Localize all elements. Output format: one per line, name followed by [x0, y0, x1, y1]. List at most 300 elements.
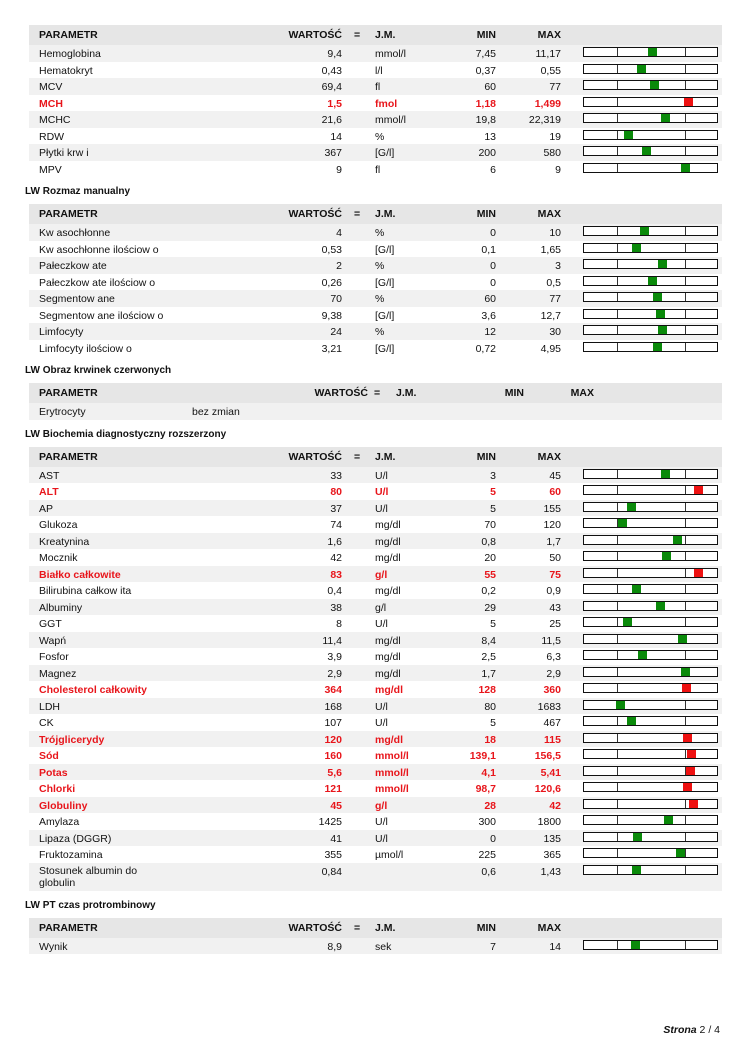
param-name: Wapń: [39, 634, 67, 647]
param-max: 14: [549, 940, 561, 953]
range-min-tick: [617, 486, 618, 494]
param-name: Hemoglobina: [39, 48, 101, 60]
range-bar: [583, 815, 718, 825]
range-marker: [642, 147, 651, 155]
range-bar: [583, 130, 718, 140]
param-name: Kw asochłonne: [39, 227, 111, 239]
range-min-tick: [617, 227, 618, 235]
param-value: 0,43: [321, 64, 342, 77]
range-min-tick: [617, 866, 618, 874]
param-value: 74: [330, 519, 342, 531]
table-row: [29, 307, 722, 324]
param-unit: mmol/l: [375, 114, 406, 126]
param-value: 2,9: [327, 667, 342, 680]
param-min: 4,1: [481, 766, 496, 779]
header-param: PARAMETR: [39, 29, 98, 41]
range-min-tick: [617, 552, 618, 560]
param-name: Potas: [39, 766, 68, 779]
range-bar: [583, 309, 718, 319]
range-marker: [623, 618, 632, 626]
range-min-tick: [617, 750, 618, 758]
range-min-tick: [617, 503, 618, 511]
param-min: 225: [478, 849, 496, 861]
param-name: Segmentow ane ilościow o: [39, 309, 164, 322]
param-name: LDH: [39, 700, 61, 713]
header-value: WARTOŚĆ: [288, 208, 342, 220]
header-min: MIN: [476, 921, 496, 934]
param-max: 11,5: [541, 634, 561, 647]
range-min-tick: [617, 293, 618, 301]
param-unit: mg/dl: [375, 585, 401, 597]
range-bar: [583, 292, 718, 302]
table-row: [29, 813, 722, 830]
table-row: [29, 62, 722, 79]
param-name: Fruktozamina: [39, 849, 103, 861]
range-marker: [683, 783, 692, 791]
param-max: 0,5: [546, 276, 561, 289]
range-bar: [583, 342, 718, 352]
table-row: [29, 241, 722, 258]
param-min: 12: [484, 326, 496, 338]
range-max-tick: [685, 800, 686, 808]
range-marker: [616, 701, 625, 709]
range-bar: [583, 226, 718, 236]
header-max: MAX: [537, 208, 561, 220]
header-unit: J.M.: [375, 208, 396, 220]
range-marker: [661, 114, 670, 122]
range-marker: [684, 98, 693, 106]
range-bar: [583, 97, 718, 107]
range-bar: [583, 865, 718, 875]
param-unit: %: [375, 260, 385, 272]
param-max: 360: [543, 684, 561, 696]
range-min-tick: [617, 114, 618, 122]
range-max-tick: [685, 618, 686, 626]
param-name: Glukoza: [39, 519, 78, 531]
range-min-tick: [617, 941, 618, 949]
param-name: Wynik: [39, 940, 68, 953]
range-max-tick: [685, 552, 686, 560]
param-max: 42: [549, 799, 561, 812]
param-unit: fl: [375, 81, 381, 93]
range-marker: [632, 866, 641, 874]
param-name: Chlorki: [39, 783, 76, 795]
range-min-tick: [617, 684, 618, 692]
header-max: MAX: [537, 29, 561, 41]
range-bar: [583, 469, 718, 479]
range-marker: [631, 941, 640, 949]
range-bar: [583, 749, 718, 759]
param-max: 60: [549, 486, 561, 498]
table-row: [29, 500, 722, 517]
param-name: Magnez: [39, 667, 77, 680]
param-min: 7: [490, 940, 496, 953]
param-value: 0,26: [321, 276, 342, 289]
header-max: MAX: [537, 921, 561, 934]
param-name: Kreatynina: [39, 535, 90, 548]
range-marker: [681, 164, 690, 172]
range-bar: [583, 325, 718, 335]
range-min-tick: [617, 569, 618, 577]
range-min-tick: [617, 131, 618, 139]
range-min-tick: [617, 849, 618, 857]
param-value: 24: [330, 326, 342, 338]
range-marker: [658, 260, 667, 268]
section-title-text: LW Obraz krwinek czerwonych: [25, 365, 172, 376]
param-name: Mocznik: [39, 552, 78, 564]
range-max-tick: [685, 866, 686, 874]
param-min: 0,37: [475, 64, 496, 77]
range-bar: [583, 64, 718, 74]
param-min: 1,7: [481, 667, 496, 680]
header-eq: =: [354, 208, 361, 220]
param-value: 168: [324, 700, 342, 713]
param-min: 60: [484, 81, 496, 93]
range-max-tick: [685, 519, 686, 527]
range-min-tick: [617, 651, 618, 659]
page-footer: [663, 1024, 720, 1036]
section-title: [25, 420, 722, 447]
param-value: 364: [324, 684, 342, 696]
range-bar: [583, 259, 718, 269]
range-bar: [583, 667, 718, 677]
param-max: 3: [555, 260, 561, 272]
table-row: [29, 714, 722, 731]
param-name: MCHC: [39, 114, 71, 126]
param-min: 29: [484, 601, 496, 614]
range-marker: [638, 651, 647, 659]
param-value: 80: [330, 486, 342, 498]
header-min: MIN: [476, 450, 496, 463]
header-eq: =: [374, 387, 381, 399]
param-unit: mmol/l: [375, 766, 409, 779]
param-max: 77: [549, 81, 561, 93]
range-bar: [583, 518, 718, 528]
range-max-tick: [685, 114, 686, 122]
section-title: [25, 177, 722, 204]
param-value: 5,6: [327, 766, 342, 779]
range-max-tick: [685, 260, 686, 268]
param-min: 18: [484, 733, 496, 746]
range-min-tick: [617, 800, 618, 808]
param-min: 80: [484, 700, 496, 713]
range-bar: [583, 551, 718, 561]
range-min-tick: [617, 310, 618, 318]
param-max: 75: [549, 568, 561, 581]
range-marker: [678, 635, 687, 643]
param-max: 25: [549, 618, 561, 630]
range-min-tick: [617, 783, 618, 791]
param-description: bez zmian: [192, 406, 240, 418]
param-value: 0,53: [321, 243, 342, 256]
range-min-tick: [617, 244, 618, 252]
range-marker: [627, 503, 636, 511]
param-unit: mmol/l: [375, 48, 406, 60]
param-unit: [G/l]: [375, 243, 395, 256]
table-row: [29, 516, 722, 533]
param-unit: sek: [375, 940, 392, 953]
header-param: PARAMETR: [39, 450, 98, 463]
param-min: 55: [484, 568, 496, 581]
param-min: 98,7: [475, 783, 496, 795]
range-max-tick: [685, 147, 686, 155]
table-row: [29, 615, 722, 632]
range-bar: [583, 243, 718, 253]
range-bar: [583, 650, 718, 660]
param-unit: mg/dl: [375, 733, 403, 746]
header-min: MIN: [476, 208, 496, 220]
param-name: Albuminy: [39, 601, 83, 614]
range-bar: [583, 535, 718, 545]
range-marker: [694, 486, 703, 494]
range-marker: [653, 293, 662, 301]
param-value: 0,4: [327, 585, 342, 597]
param-value: 33: [330, 469, 342, 482]
param-min: 2,5: [481, 651, 496, 663]
param-max: 50: [549, 552, 561, 564]
section-title-text: LW PT czas protrombinowy: [25, 899, 156, 911]
header-param: PARAMETR: [39, 921, 98, 934]
table-header: [29, 204, 722, 224]
param-unit: l/l: [375, 64, 383, 77]
range-min-tick: [617, 536, 618, 544]
param-name: Globuliny: [39, 799, 88, 812]
page-label: Strona: [663, 1024, 697, 1036]
table-row: [29, 323, 722, 340]
param-value: 83: [330, 568, 342, 581]
range-min-tick: [617, 618, 618, 626]
param-name: MCV: [39, 81, 63, 93]
range-max-tick: [685, 585, 686, 593]
param-value: 2: [336, 260, 342, 272]
param-unit: mg/dl: [375, 535, 401, 548]
param-name: Płytki krw i: [39, 147, 89, 159]
param-unit: g/l: [375, 799, 388, 812]
header-unit: J.M.: [396, 387, 417, 399]
param-name: Erytrocyty: [39, 406, 86, 418]
param-value: 11,4: [322, 634, 342, 647]
report-content: [25, 25, 722, 954]
param-min: 7,45: [475, 48, 496, 60]
param-name: Bilirubina całkow ita: [39, 585, 132, 597]
param-min: 19,8: [475, 114, 496, 126]
param-name: Amylaza: [39, 816, 80, 828]
param-name: Cholesterol całkowity: [39, 684, 147, 696]
table-row: [29, 224, 722, 241]
range-marker: [650, 81, 659, 89]
range-marker: [683, 734, 692, 742]
param-max: 5,41: [540, 766, 561, 779]
param-value: 121: [324, 783, 342, 795]
range-bar: [583, 799, 718, 809]
header-eq: =: [354, 450, 361, 463]
range-bar: [583, 113, 718, 123]
param-min: 0,1: [481, 243, 496, 256]
range-max-tick: [685, 941, 686, 949]
param-unit: U/l: [375, 486, 389, 498]
param-name: MPV: [39, 163, 62, 176]
table-row: [29, 340, 722, 357]
page-number: 2: [699, 1024, 706, 1036]
param-unit: mg/dl: [375, 519, 401, 531]
range-max-tick: [685, 536, 686, 544]
param-max: 0,9: [546, 585, 561, 597]
table-header: [29, 383, 722, 403]
table-row: [29, 533, 722, 550]
param-value: 14: [330, 130, 342, 143]
table-row: [29, 582, 722, 599]
table-row: [29, 45, 722, 62]
range-min-tick: [617, 668, 618, 676]
range-max-tick: [685, 131, 686, 139]
table-row: [29, 111, 722, 128]
range-bar: [583, 782, 718, 792]
param-value: 9,4: [327, 48, 342, 60]
table-row: [29, 731, 722, 748]
header-min: MIN: [476, 29, 496, 41]
range-bar: [583, 276, 718, 286]
param-value: 69,4: [321, 81, 342, 93]
range-min-tick: [617, 833, 618, 841]
range-marker: [648, 48, 657, 56]
range-min-tick: [617, 635, 618, 643]
range-max-tick: [685, 293, 686, 301]
table-row: [29, 863, 722, 891]
range-marker: [653, 343, 662, 351]
table-row: [29, 566, 722, 583]
page-total: / 4: [708, 1024, 720, 1036]
range-bar: [583, 47, 718, 57]
range-marker: [687, 750, 696, 758]
range-bar: [583, 716, 718, 726]
table-row: [29, 78, 722, 95]
param-name: Stosunek albumin do globulin: [39, 864, 138, 889]
param-name: Limfocyty: [39, 326, 84, 338]
param-min: 3: [490, 469, 496, 482]
range-marker: [682, 684, 691, 692]
param-min: 70: [484, 519, 496, 531]
range-min-tick: [617, 98, 618, 106]
param-value: 160: [324, 750, 342, 762]
param-min: 5: [490, 618, 496, 630]
range-min-tick: [617, 147, 618, 155]
param-max: 43: [549, 601, 561, 614]
range-min-tick: [617, 734, 618, 742]
table-header: [29, 447, 722, 467]
param-min: 128: [478, 684, 496, 696]
param-value: 4: [336, 227, 342, 239]
table-row: [29, 681, 722, 698]
param-unit: mg/dl: [375, 651, 401, 663]
range-min-tick: [617, 277, 618, 285]
range-bar: [583, 700, 718, 710]
table-row: [29, 549, 722, 566]
param-name: Pałeczkow ate ilościow o: [39, 276, 156, 289]
param-value: 8: [336, 618, 342, 630]
table-row: [29, 599, 722, 616]
param-value: 3,21: [321, 342, 342, 355]
param-min: 5: [490, 717, 496, 729]
table-row: [29, 846, 722, 863]
header-value: WARTOŚĆ: [288, 450, 342, 463]
param-min: 3,6: [481, 309, 496, 322]
header-max: MAX: [537, 450, 561, 463]
range-marker: [662, 552, 671, 560]
param-max: 22,319: [528, 114, 561, 126]
range-min-tick: [617, 717, 618, 725]
param-min: 0,6: [481, 865, 496, 878]
param-max: 1800: [537, 816, 561, 828]
range-max-tick: [685, 326, 686, 334]
range-bar: [583, 584, 718, 594]
range-bar: [583, 832, 718, 842]
header-value: WARTOŚĆ: [314, 387, 368, 399]
param-unit: U/l: [375, 502, 388, 515]
param-max: 155: [543, 502, 561, 515]
param-value: 8,9: [327, 940, 342, 953]
param-unit: mg/dl: [375, 667, 401, 680]
param-name: MCH: [39, 97, 63, 110]
param-min: 0: [490, 276, 496, 289]
param-unit: U/l: [375, 618, 388, 630]
param-name: Lipaza (DGGR): [39, 832, 112, 845]
param-max: 6,3: [546, 651, 561, 663]
table-row: [29, 95, 722, 112]
param-value: 1,5: [327, 97, 342, 110]
param-unit: U/l: [375, 469, 388, 482]
param-max: 135: [543, 832, 561, 845]
range-min-tick: [617, 164, 618, 172]
param-value: 1425: [318, 816, 342, 828]
param-unit: U/l: [375, 816, 388, 828]
param-max: 0,55: [540, 64, 561, 77]
param-unit: fmol: [375, 97, 398, 110]
range-marker: [664, 816, 673, 824]
param-unit: mg/dl: [375, 552, 401, 564]
range-max-tick: [685, 849, 686, 857]
section-title-text: LW Rozmaz manualny: [25, 186, 131, 197]
range-bar: [583, 617, 718, 627]
range-max-tick: [685, 310, 686, 318]
range-marker: [694, 569, 703, 577]
param-unit: mmol/l: [375, 783, 409, 795]
table-row: [29, 144, 722, 161]
header-param: PARAMETR: [39, 387, 98, 399]
param-max: 580: [543, 147, 561, 159]
header-eq: =: [354, 29, 361, 41]
table-row: [29, 665, 722, 682]
param-min: 0: [490, 260, 496, 272]
header-unit: J.M.: [375, 29, 396, 41]
param-unit: U/l: [375, 832, 388, 845]
range-marker: [681, 668, 690, 676]
param-name: AST: [39, 469, 60, 482]
param-value: 70: [330, 293, 342, 305]
range-max-tick: [685, 717, 686, 725]
range-bar: [583, 766, 718, 776]
param-name: Limfocyty ilościow o: [39, 342, 132, 355]
range-marker: [656, 602, 665, 610]
table-row: [29, 128, 722, 145]
param-value: 45: [330, 799, 342, 812]
range-marker: [618, 519, 627, 527]
table-row: [29, 257, 722, 274]
param-unit: %: [375, 130, 385, 143]
param-min: 0: [490, 227, 496, 239]
range-marker: [673, 536, 682, 544]
range-marker: [627, 717, 636, 725]
range-bar: [583, 80, 718, 90]
